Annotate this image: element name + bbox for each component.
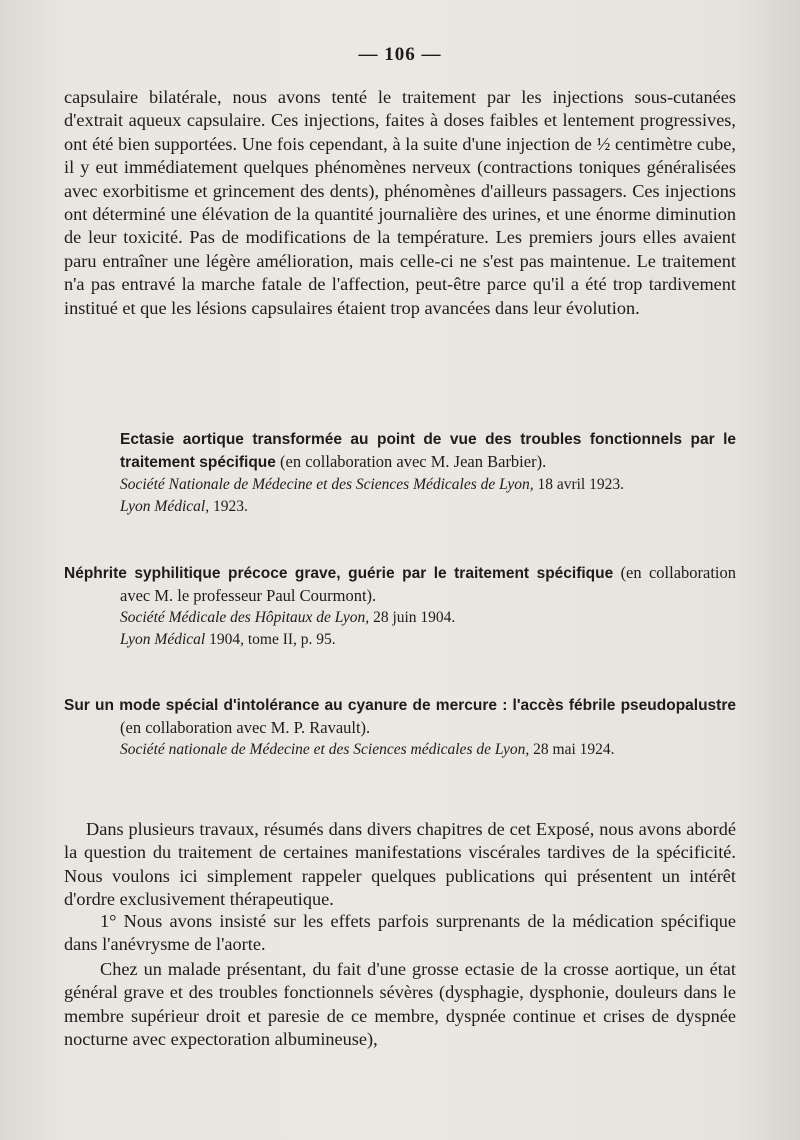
bibliography-entry-3	[64, 694, 736, 761]
entry-reference	[64, 607, 736, 629]
body-paragraph-4: Chez un malade présentant, du fait d'une grosse ectasie de la crosse aortique, un état général grave et des troubles fonctionnels sévères (dysphagie, dysphonie, douleurs dans le membre supérieur droit et paresie de ce membre, dyspnée continue et crises de dyspnée nocturne avec expectoration albumineuse),	[64, 959, 736, 1050]
entry-title-rest: (en collaboration avec M. le professeur Paul Courmont).	[120, 563, 737, 605]
entry-title	[64, 694, 736, 739]
entry-title	[64, 562, 736, 607]
entry-reference	[64, 629, 736, 651]
reference-source: Société Médicale des Hôpitaux de Lyon,	[120, 609, 370, 626]
reference-date: 1923.	[209, 498, 248, 515]
body-paragraph-2: Dans plusieurs travaux, résumés dans divers chapitres de cet Exposé, nous avons abordé la question du traitement de certaines manifestations viscérales tardives de la spécificité. Nous voulons ici simplement rappeler quelques publications qui présentent un intérêt d'ordre exclusivement thérapeutique.	[64, 819, 736, 910]
reference-source: Société Nationale de Médecine et des Sciences Médicales de Lyon,	[120, 476, 534, 493]
entry-title-rest: (en collaboration avec M. P. Ravault).	[120, 718, 371, 737]
entry-title-bold: Néphrite syphilitique précoce grave, guérie par le traitement spécifique	[64, 565, 614, 582]
reference-source: Société nationale de Médecine et des Sciences médicales de Lyon,	[120, 741, 530, 758]
entry-title-bold: Sur un mode spécial d'intolérance au cyanure de mercure : l'accès fébrile pseudopalustre	[64, 697, 736, 714]
reference-source: Lyon Médical,	[120, 498, 210, 515]
reference-source: Lyon Médical	[120, 631, 206, 648]
reference-date: 1904, tome II, p. 95.	[205, 631, 336, 648]
bibliography-entry-2	[64, 562, 736, 651]
reference-date: 28 mai 1924.	[529, 741, 615, 758]
page-number: — 106 —	[358, 44, 442, 65]
body-paragraph-3: 1° Nous avons insisté sur les effets parfois surprenants de la médication spécifique dans l'anévrysme de l'aorte.	[64, 911, 736, 955]
entry-title-bold: Ectasie aortique transformée au point de vue des troubles fonctionnels par le traitement spécifique	[120, 431, 736, 471]
reference-date: 18 avril 1923.	[533, 476, 624, 493]
entry-reference	[64, 474, 736, 496]
entry-title-rest: (en collaboration avec M. Jean Barbier).	[275, 452, 547, 471]
entry-reference	[64, 739, 736, 761]
bibliography-entry-1	[64, 428, 736, 518]
body-paragraph-1: capsulaire bilatérale, nous avons tenté le traitement par les injections sous-cutanées d'extrait aqueux capsulaire. Ces injections, faites à doses faibles et lentement progressives, ont été bien supportées. Une fois cependant, à la suite d'une injection de ½ centimètre cube, il y eut immédiatement quelques phénomènes nerveux (contractions toniques généralisées avec exorbitisme et grincement des dents), phénomènes d'ailleurs passagers. Ces injections ont déterminé une élévation de la quantité journalière des urines, et une énorme diminution de leur toxicité. Pas de modifications de la température. Les premiers jours elles avaient paru entraîner une légère amélioration, mais celle-ci ne s'est pas maintenue. Le traitement n'a pas entravé la marche fatale de l'affection, peut-être parce qu'il a été trop tardivement institué et que les lésions capsulaires étaient trop avancées dans leur évolution.	[64, 87, 736, 318]
entry-reference	[64, 496, 736, 518]
reference-date: 28 juin 1904.	[369, 609, 456, 626]
entry-title	[64, 428, 736, 474]
